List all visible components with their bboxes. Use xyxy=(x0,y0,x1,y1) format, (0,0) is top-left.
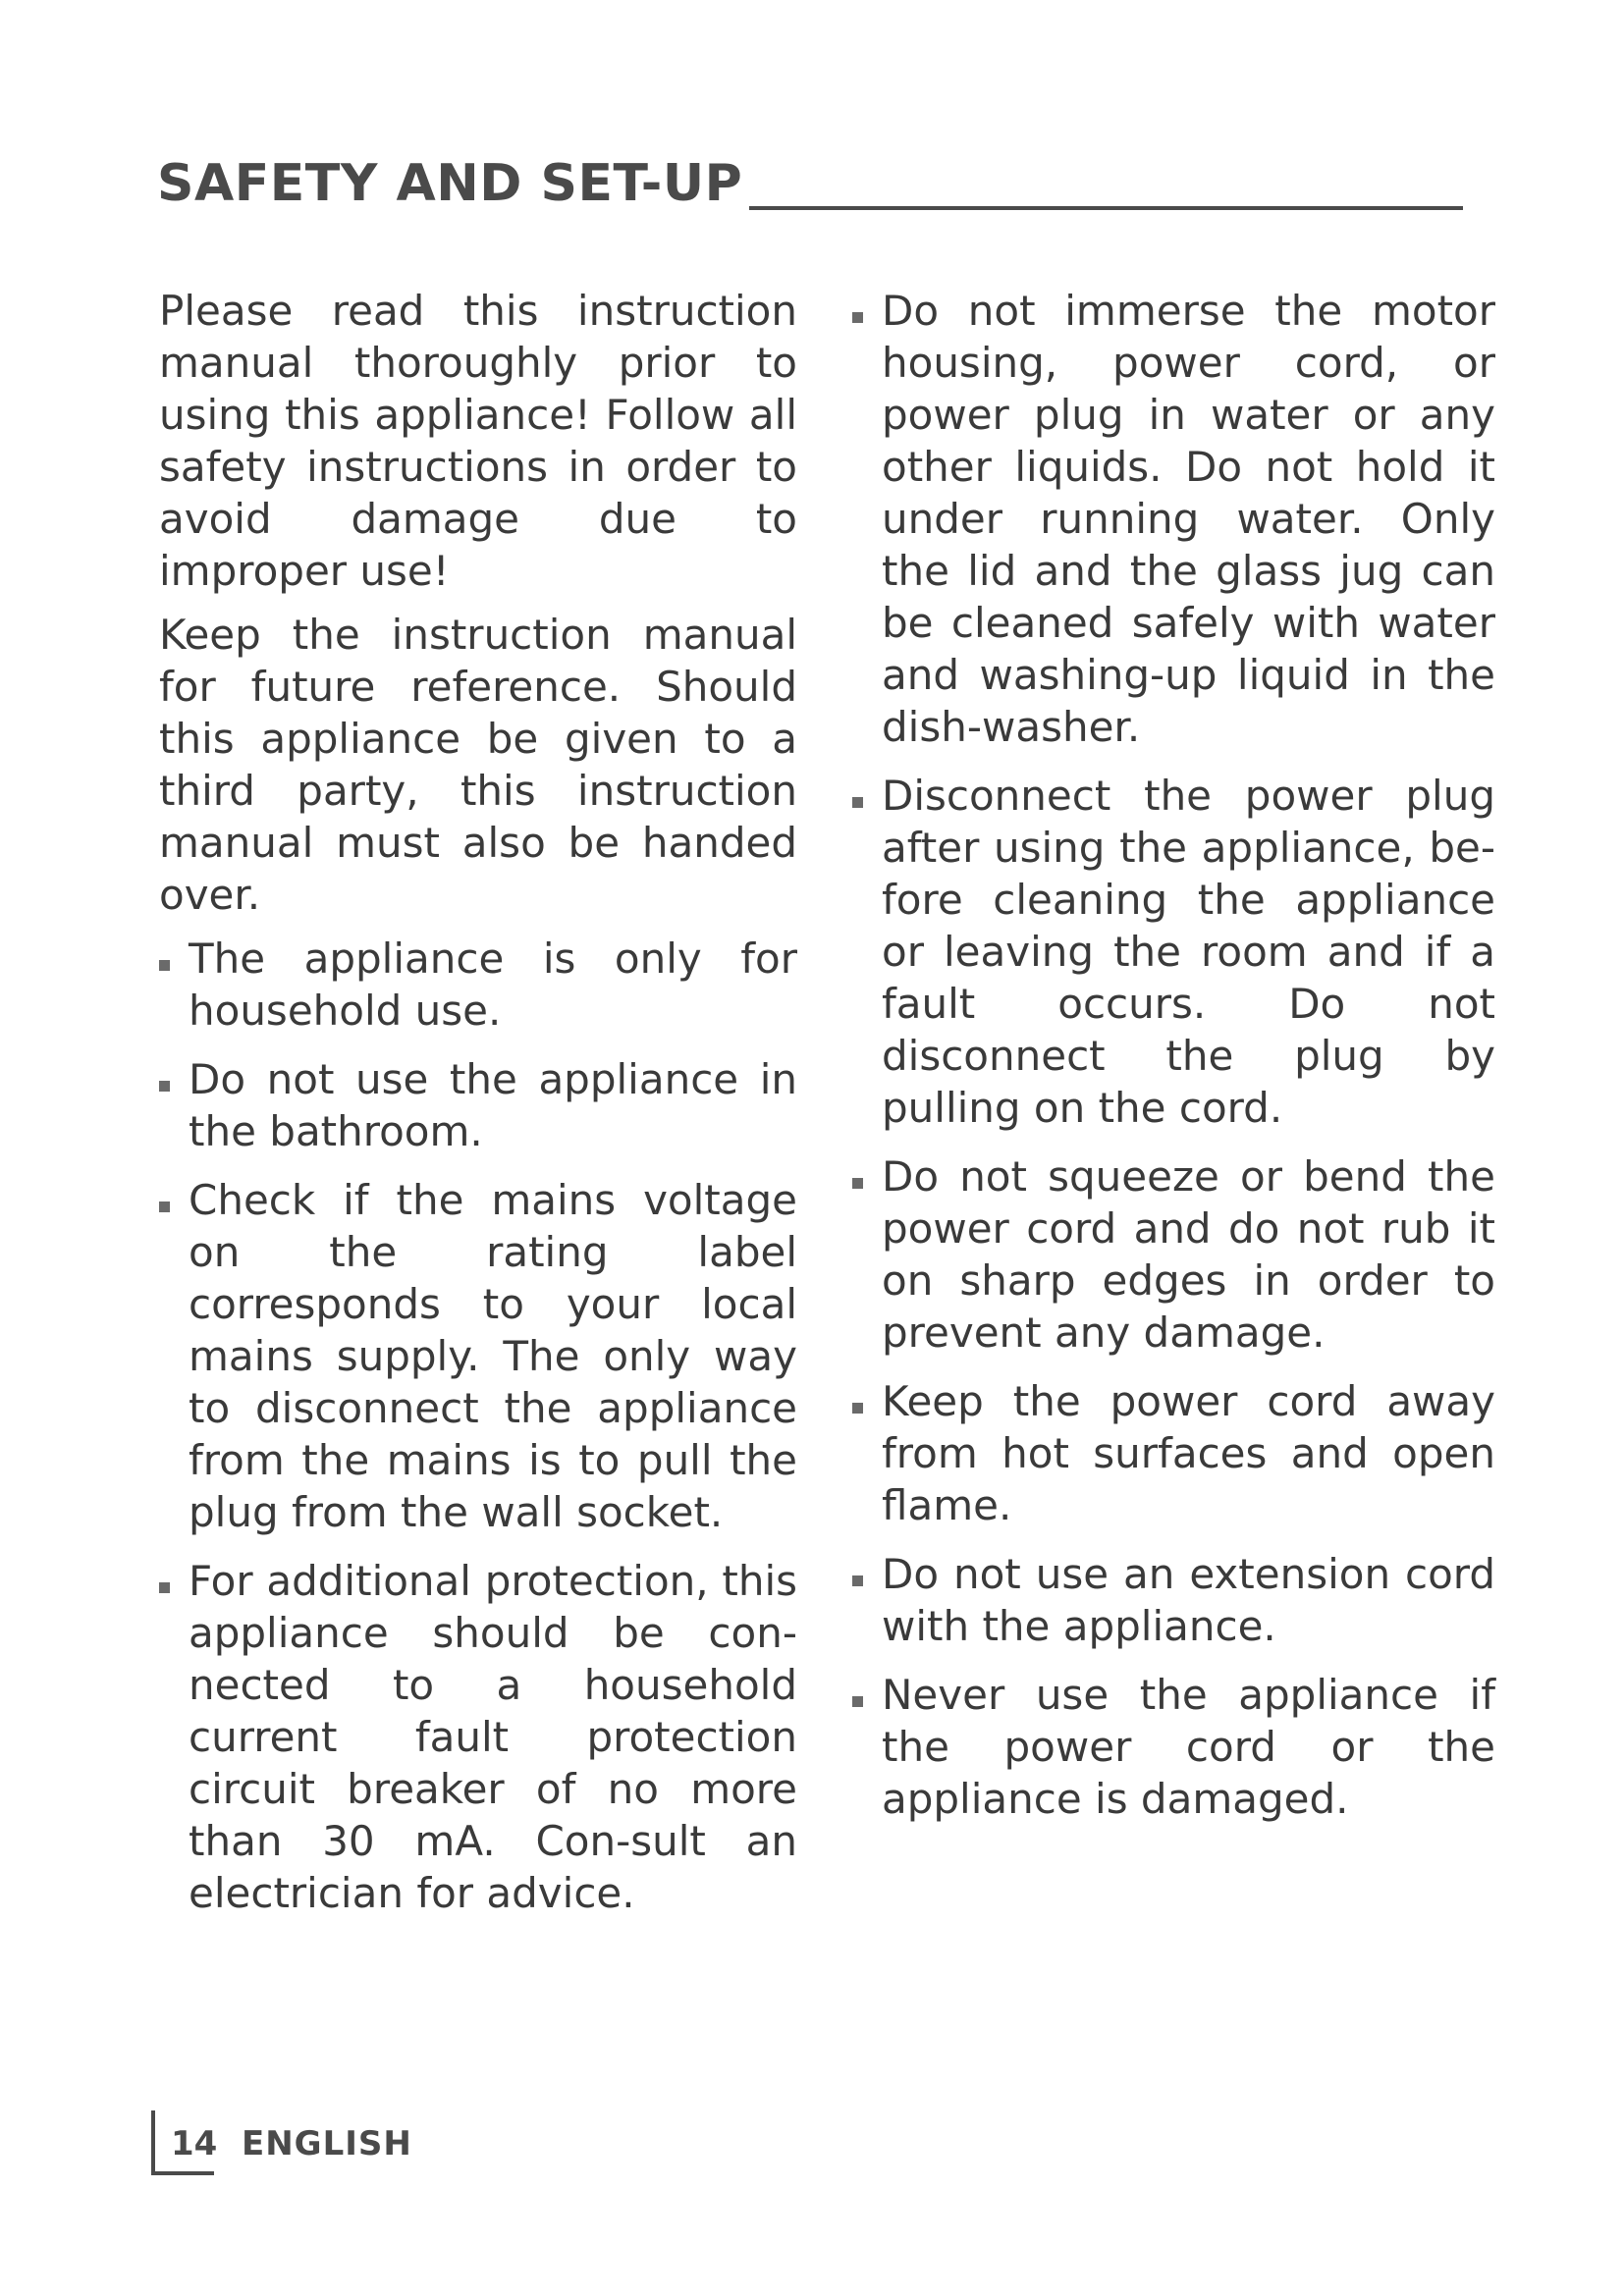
square-bullet-icon xyxy=(852,797,863,808)
list-item-text: Disconnect the power plug after using the appliance, be-fore cleaning the appliance or leaving the room and if a fault occurs. Do not disconnect the plug by pulling on the cord. xyxy=(882,772,1495,1132)
square-bullet-icon xyxy=(852,1696,863,1707)
list-item xyxy=(852,1669,1495,1825)
square-bullet-icon xyxy=(159,1582,170,1593)
left-column xyxy=(159,285,797,1936)
list-item-text: Keep the power cord away from hot surfaces and open flame. xyxy=(882,1377,1495,1529)
square-bullet-icon xyxy=(852,1575,863,1586)
right-column xyxy=(852,285,1495,1842)
list-item-text: Check if the mains voltage on the rating label corresponds to your local mains supply. The only way to disconnect the appliance from the mains is to pull the plug from the wall socket. xyxy=(189,1176,797,1536)
keep-manual-paragraph: Keep the instruction manual for future reference. Should this appliance be given to a third party, this instruction manual must also be handed over. xyxy=(159,611,797,919)
list-item xyxy=(159,933,797,1037)
square-bullet-icon xyxy=(159,960,170,971)
list-item-text: Do not use an extension cord with the appliance. xyxy=(882,1550,1495,1650)
title-underline xyxy=(749,206,1463,210)
page-number: 14 xyxy=(171,2124,218,2163)
list-item-text: Do not immerse the motor housing, power cord, or power plug in water or any other liquids. Do not hold it under running water. Only the lid and the glass jug can be cleaned safely with water and washing-up liquid in the dish-washer. xyxy=(882,287,1495,751)
left-bullet-list xyxy=(159,933,797,1919)
right-bullet-list xyxy=(852,285,1495,1825)
page-title: SAFETY AND SET-UP xyxy=(157,154,743,213)
square-bullet-icon xyxy=(159,1201,170,1212)
square-bullet-icon xyxy=(852,1178,863,1189)
list-item xyxy=(852,1375,1495,1531)
list-item xyxy=(159,1555,797,1919)
list-item xyxy=(852,285,1495,753)
square-bullet-icon xyxy=(852,1403,863,1414)
square-bullet-icon xyxy=(159,1081,170,1092)
list-item-text: Do not squeeze or bend the power cord and do not rub it on sharp edges in order to prevent any damage. xyxy=(882,1152,1495,1357)
language-label: ENGLISH xyxy=(242,2124,412,2163)
list-item-text: Do not use the appliance in the bathroom. xyxy=(189,1055,797,1155)
list-item-text: Never use the appliance if the power cord or the appliance is damaged. xyxy=(882,1671,1495,1823)
list-item xyxy=(852,770,1495,1134)
intro-paragraph: Please read this instruction manual thoroughly prior to using this appliance! Follow all safety instructions in order to avoid damage due to improper use! xyxy=(159,287,797,595)
list-item xyxy=(852,1150,1495,1359)
page-header xyxy=(157,151,1463,216)
square-bullet-icon xyxy=(852,312,863,323)
list-item-text: The appliance is only for household use. xyxy=(189,934,797,1035)
list-item xyxy=(159,1174,797,1538)
list-item-text: For additional protection, this appliance should be con-nected to a household current fault protection circuit breaker of no more than 30 mA. Con-sult an electrician for advice. xyxy=(189,1557,797,1917)
list-item xyxy=(852,1548,1495,1652)
list-item xyxy=(159,1053,797,1157)
